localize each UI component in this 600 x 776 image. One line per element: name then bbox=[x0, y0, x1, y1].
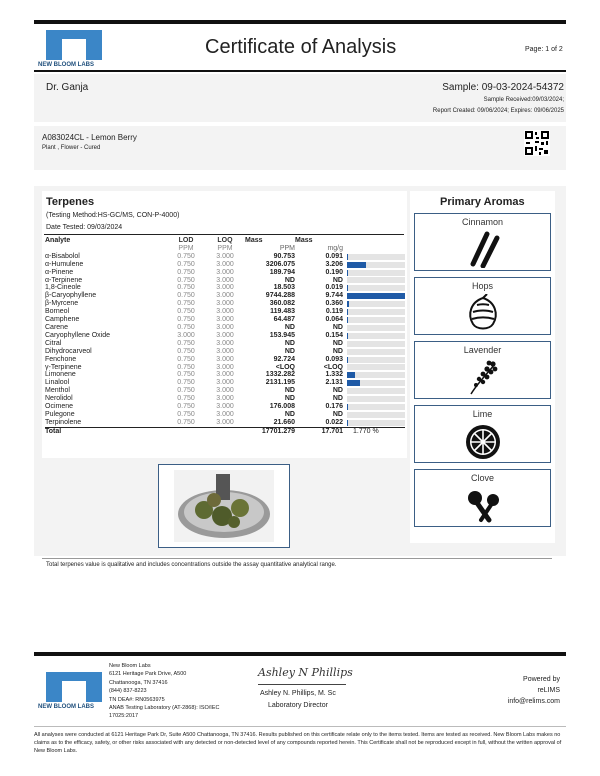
analyte-mass-mg: ND bbox=[332, 410, 343, 418]
report-dates: Report Created: 09/06/2024; Expires: 09/06/2025 bbox=[432, 108, 564, 114]
concentration-bar bbox=[347, 412, 405, 418]
analyte-lod: 0.750 bbox=[177, 410, 195, 418]
terpenes-title: Terpenes bbox=[46, 196, 95, 208]
col-loq: LOQ bbox=[217, 237, 233, 244]
concentration-bar-fill bbox=[347, 301, 349, 307]
analyte-bar-cell bbox=[343, 348, 405, 356]
lavender-icon bbox=[463, 358, 503, 396]
aroma-card-clove bbox=[414, 469, 551, 527]
analyte-lod: 0.750 bbox=[177, 252, 195, 260]
analyte-mass-ppm: 92.724 bbox=[273, 355, 295, 363]
analyte-mass-mg: ND bbox=[332, 339, 343, 347]
concentration-bar bbox=[347, 380, 405, 386]
analyte-bar-cell bbox=[343, 277, 405, 285]
table-row bbox=[45, 324, 405, 332]
analyte-mass-ppm: 176.008 bbox=[269, 403, 295, 411]
aroma-label: Hops bbox=[471, 281, 493, 291]
analyte-loq: 3.000 bbox=[216, 339, 234, 347]
concentration-bar bbox=[347, 333, 405, 339]
analyte-name: α-Terpinene bbox=[45, 276, 83, 284]
analyte-mass-ppm: 1332.282 bbox=[265, 371, 295, 379]
analyte-mass-mg: 0.360 bbox=[325, 300, 343, 308]
total-percent: 1.770 % bbox=[353, 427, 379, 435]
table-row bbox=[45, 419, 405, 427]
analyte-mass-ppm: 2131.195 bbox=[265, 379, 295, 387]
page-title: Certificate of Analysis bbox=[205, 36, 397, 58]
client-name: Dr. Ganja bbox=[46, 82, 89, 93]
lime-icon bbox=[463, 422, 503, 460]
analyte-bar-cell bbox=[343, 356, 405, 364]
analyte-mass-mg: ND bbox=[332, 395, 343, 403]
analyte-loq: 3.000 bbox=[216, 300, 234, 308]
analyte-lod: 3.000 bbox=[177, 331, 195, 339]
analyte-name: Linalool bbox=[45, 379, 70, 387]
analyte-name: Fenchone bbox=[45, 355, 77, 363]
table-row bbox=[45, 340, 405, 348]
analyte-loq: 3.000 bbox=[216, 268, 234, 276]
powered-by-name: reLIMS bbox=[537, 687, 560, 694]
table-header-row bbox=[45, 237, 405, 245]
concentration-bar bbox=[347, 301, 405, 307]
aromas-title: Primary Aromas bbox=[440, 196, 525, 208]
analyte-bar-cell bbox=[343, 269, 405, 277]
table-row bbox=[45, 269, 405, 277]
analyte-name: Ocimene bbox=[45, 403, 74, 411]
footer-address-block bbox=[109, 662, 219, 721]
analyte-mass-mg: ND bbox=[332, 323, 343, 331]
footer-anab: ANAB Testing Laboratory (AT-2868): ISO/IEC bbox=[109, 705, 220, 712]
analyte-mass-mg: 3.206 bbox=[325, 260, 343, 268]
analyte-bar-cell bbox=[343, 300, 405, 308]
analyte-lod: 0.750 bbox=[177, 395, 195, 403]
concentration-bar-fill bbox=[347, 404, 348, 410]
analyte-mass-mg: ND bbox=[332, 347, 343, 355]
concentration-bar bbox=[347, 293, 405, 299]
analyte-name: Borneol bbox=[45, 308, 70, 316]
analyte-mass-mg: ND bbox=[332, 276, 343, 284]
unit-mg: mg/g bbox=[327, 244, 343, 252]
total-ppm: 17701.279 bbox=[261, 427, 295, 435]
footer-iso: 17025:2017 bbox=[109, 713, 139, 720]
analyte-mass-ppm: ND bbox=[284, 339, 295, 347]
analyte-mass-ppm: ND bbox=[284, 387, 295, 395]
sample-id: Sample: 09-03-2024-54372 bbox=[442, 82, 564, 93]
analyte-loq: 3.000 bbox=[216, 395, 234, 403]
concentration-bar-fill bbox=[347, 285, 348, 291]
analyte-name: Nerolidol bbox=[45, 395, 73, 403]
analyte-name: β-Caryophyllene bbox=[45, 292, 97, 300]
total-label: Total bbox=[45, 427, 62, 435]
analyte-name: Dihydrocarveol bbox=[45, 347, 92, 355]
concentration-bar bbox=[347, 404, 405, 410]
analyte-bar-cell bbox=[343, 340, 405, 348]
lab-logo-text: NEW BLOOM LABS bbox=[38, 62, 94, 68]
analyte-lod: 0.750 bbox=[177, 403, 195, 411]
analyte-bar-cell bbox=[343, 284, 405, 292]
footer-disclaimer: All analyses were conducted at 6121 Heritage Park Dr, Suite A500 Chattanooga, TN 37416. Results published on this certificate relate only to the items tested. Items are tested as received. New Bloom Labs makes no claims as to the efficacy, safety, or other risks associated with any detected or non-detected level of any compounds reported herein. This Certificate shall not be reproduced except in full, without the written approval of New Bloom Labs. bbox=[34, 732, 562, 754]
page-number: Page: 1 of 2 bbox=[525, 46, 563, 53]
analyte-lod: 0.750 bbox=[177, 339, 195, 347]
analyte-mass-ppm: 119.483 bbox=[270, 308, 295, 316]
analyte-mass-mg: <LOQ bbox=[323, 363, 343, 371]
top-rule bbox=[34, 20, 566, 24]
analyte-mass-mg: 0.022 bbox=[325, 418, 343, 426]
footer-logo-text: NEW BLOOM LABS bbox=[38, 704, 94, 710]
analyte-name: α-Bisabolol bbox=[45, 252, 80, 260]
concentration-bar bbox=[347, 254, 405, 260]
table-row bbox=[45, 411, 405, 419]
powered-by-email[interactable]: info@relims.com bbox=[507, 698, 560, 705]
analyte-bar-cell bbox=[343, 308, 405, 316]
analyte-mass-mg: 0.154 bbox=[325, 331, 343, 339]
aroma-card-hops bbox=[414, 277, 551, 335]
analyte-bar-cell bbox=[343, 261, 405, 269]
col-bar bbox=[343, 237, 405, 245]
qr-code-icon bbox=[524, 130, 550, 156]
concentration-bar-fill bbox=[347, 309, 348, 315]
concentration-bar-fill bbox=[347, 380, 360, 386]
analyte-mass-ppm: 189.794 bbox=[269, 268, 295, 276]
analyte-lod: 0.750 bbox=[177, 379, 195, 387]
concentration-bar bbox=[347, 341, 405, 347]
concentration-bar bbox=[347, 357, 405, 363]
col-analyte: Analyte bbox=[45, 237, 71, 244]
table-row bbox=[45, 261, 405, 269]
table-row bbox=[45, 348, 405, 356]
analyte-lod: 0.750 bbox=[177, 316, 195, 324]
total-mg: 17.701 bbox=[321, 427, 343, 435]
table-row bbox=[45, 332, 405, 340]
analyte-loq: 3.000 bbox=[216, 347, 234, 355]
analyte-name: Terpinolene bbox=[45, 418, 82, 426]
terpenes-table-body bbox=[45, 253, 405, 427]
table-row bbox=[45, 316, 405, 324]
concentration-bar bbox=[347, 372, 405, 378]
footer-phone: (844) 837-8223 bbox=[109, 688, 147, 695]
footer-address1: 6121 Heritage Park Drive, A500 bbox=[109, 671, 187, 678]
analyte-loq: 3.000 bbox=[216, 252, 234, 260]
analyte-loq: 3.000 bbox=[216, 418, 234, 426]
sample-photo bbox=[174, 470, 274, 542]
analyte-loq: 3.000 bbox=[216, 371, 234, 379]
table-row bbox=[45, 253, 405, 261]
table-row bbox=[45, 277, 405, 285]
analyte-loq: 3.000 bbox=[216, 355, 234, 363]
analyte-mass-mg: 0.190 bbox=[325, 268, 343, 276]
analyte-mass-ppm: 90.753 bbox=[273, 252, 295, 260]
footer-dea: TN DEA#: RN0563975 bbox=[109, 696, 165, 703]
analyte-mass-mg: 0.093 bbox=[325, 355, 343, 363]
total-row bbox=[45, 427, 405, 435]
analyte-mass-mg: 0.091 bbox=[325, 252, 343, 260]
col-mass-mg: Mass bbox=[295, 237, 313, 244]
aroma-label: Lavender bbox=[463, 345, 502, 355]
sample-received: Sample Received:09/03/2024; bbox=[483, 97, 564, 103]
table-row bbox=[45, 395, 405, 403]
concentration-bar-fill bbox=[347, 254, 348, 260]
analyte-name: Camphene bbox=[45, 316, 80, 324]
analyte-mass-mg: 0.019 bbox=[325, 284, 343, 292]
analyte-lod: 0.750 bbox=[177, 347, 195, 355]
analyte-lod: 0.750 bbox=[177, 355, 195, 363]
concentration-bar bbox=[347, 277, 405, 283]
table-row bbox=[45, 379, 405, 387]
footer-lab-logo bbox=[46, 672, 102, 702]
cinnamon-icon bbox=[463, 230, 503, 268]
concentration-bar-fill bbox=[347, 262, 366, 268]
unit-loq: PPM bbox=[217, 244, 233, 252]
table-row bbox=[45, 403, 405, 411]
analyte-loq: 3.000 bbox=[216, 387, 234, 395]
analyte-loq: 3.000 bbox=[216, 308, 234, 316]
header-rule bbox=[34, 70, 566, 72]
analyte-mass-mg: 9.744 bbox=[325, 292, 343, 300]
director-name: Ashley N. Phillips, M. Sc bbox=[260, 690, 336, 697]
analyte-loq: 3.000 bbox=[216, 276, 234, 284]
analyte-loq: 3.000 bbox=[216, 363, 234, 371]
concentration-bar bbox=[347, 420, 405, 426]
analyte-mass-mg: 0.064 bbox=[325, 316, 343, 324]
table-units-row bbox=[45, 245, 405, 253]
concentration-bar-fill bbox=[347, 333, 348, 339]
analyte-lod: 0.750 bbox=[177, 387, 195, 395]
analyte-name: Citral bbox=[45, 339, 62, 347]
analyte-lod: 0.750 bbox=[177, 363, 195, 371]
analyte-bar-cell bbox=[343, 387, 405, 395]
analyte-lod: 0.750 bbox=[177, 276, 195, 284]
analyte-bar-cell bbox=[343, 379, 405, 387]
analyte-lod: 0.750 bbox=[177, 308, 195, 316]
analyte-bar-cell bbox=[343, 324, 405, 332]
aroma-card-lime bbox=[414, 405, 551, 463]
analyte-name: 1,8-Cineole bbox=[45, 284, 81, 292]
aroma-label: Clove bbox=[470, 473, 494, 483]
analyte-name: α-Pinene bbox=[45, 268, 74, 276]
analyte-mass-ppm: ND bbox=[284, 395, 295, 403]
analyte-loq: 3.000 bbox=[216, 403, 234, 411]
analyte-mass-ppm: 21.660 bbox=[273, 418, 295, 426]
aroma-label: Lime bbox=[472, 409, 493, 419]
terpenes-note: Total terpenes value is qualitative and includes concentrations outside the assay quantitative analytical range. bbox=[46, 562, 337, 568]
analyte-loq: 3.000 bbox=[216, 323, 234, 331]
analyte-mass-ppm: ND bbox=[284, 347, 295, 355]
unit-lod: PPM bbox=[178, 244, 194, 252]
table-row bbox=[45, 371, 405, 379]
analyte-name: Limonene bbox=[45, 371, 76, 379]
analyte-lod: 0.750 bbox=[177, 371, 195, 379]
analyte-mass-ppm: 3206.075 bbox=[265, 260, 295, 268]
analyte-lod: 0.750 bbox=[177, 323, 195, 331]
analyte-mass-mg: 0.119 bbox=[325, 308, 343, 316]
concentration-bar-fill bbox=[347, 357, 348, 363]
analyte-bar-cell bbox=[343, 253, 405, 261]
concentration-bar-fill bbox=[347, 317, 348, 323]
analyte-lod: 0.750 bbox=[177, 268, 195, 276]
col-mass-ppm: Mass bbox=[245, 237, 263, 244]
analyte-bar-cell bbox=[343, 332, 405, 340]
analyte-loq: 3.000 bbox=[216, 292, 234, 300]
product-name: A083024CL - Lemon Berry bbox=[42, 133, 137, 142]
table-row bbox=[45, 300, 405, 308]
terpenes-table bbox=[45, 237, 405, 436]
analyte-mass-mg: ND bbox=[332, 387, 343, 395]
analyte-lod: 0.750 bbox=[177, 292, 195, 300]
aroma-label: Cinnamon bbox=[461, 217, 504, 227]
analyte-mass-mg: 2.131 bbox=[325, 379, 343, 387]
concentration-bar bbox=[347, 364, 405, 370]
col-lod: LOD bbox=[178, 237, 194, 244]
analyte-name: Carene bbox=[45, 323, 68, 331]
analyte-name: Pulegone bbox=[45, 410, 75, 418]
analyte-mass-ppm: ND bbox=[284, 276, 295, 284]
concentration-bar bbox=[347, 396, 405, 402]
concentration-bar-fill bbox=[347, 420, 348, 426]
analyte-mass-ppm: 360.082 bbox=[269, 300, 295, 308]
analyte-name: γ-Terpinene bbox=[45, 363, 82, 371]
analyte-mass-mg: 0.176 bbox=[325, 403, 343, 411]
footer-lab-name: New Bloom Labs bbox=[109, 663, 151, 669]
footer-rule bbox=[34, 652, 566, 656]
analyte-name: α-Humulene bbox=[45, 260, 84, 268]
concentration-bar bbox=[347, 317, 405, 323]
concentration-bar-fill bbox=[347, 372, 355, 378]
table-row bbox=[45, 364, 405, 372]
analyte-name: Caryophyllene Oxide bbox=[45, 331, 110, 339]
table-top-rule bbox=[44, 234, 404, 235]
analyte-bar-cell bbox=[343, 364, 405, 372]
analyte-mass-mg: 1.332 bbox=[325, 371, 343, 379]
analyte-mass-ppm: 9744.288 bbox=[265, 292, 295, 300]
concentration-bar bbox=[347, 309, 405, 315]
table-row bbox=[45, 308, 405, 316]
table-row bbox=[45, 387, 405, 395]
clove-icon bbox=[463, 486, 503, 524]
aroma-card-lavender bbox=[414, 341, 551, 399]
analyte-bar-cell bbox=[343, 292, 405, 300]
concentration-bar bbox=[347, 285, 405, 291]
table-row bbox=[45, 284, 405, 292]
analyte-loq: 3.000 bbox=[216, 284, 234, 292]
analyte-bar-cell bbox=[343, 419, 405, 427]
analyte-loq: 3.000 bbox=[216, 379, 234, 387]
concentration-bar-fill bbox=[347, 293, 405, 299]
lab-logo bbox=[46, 30, 102, 60]
analyte-bar-cell bbox=[343, 411, 405, 419]
director-signature: Ashley N Phillips bbox=[258, 666, 353, 679]
analyte-mass-ppm: 18.503 bbox=[273, 284, 295, 292]
analyte-mass-ppm: 64.487 bbox=[273, 316, 295, 324]
analyte-lod: 0.750 bbox=[177, 418, 195, 426]
analyte-bar-cell bbox=[343, 395, 405, 403]
analyte-mass-ppm: <LOQ bbox=[275, 363, 295, 371]
analyte-lod: 0.750 bbox=[177, 284, 195, 292]
concentration-bar bbox=[347, 325, 405, 331]
analyte-bar-cell bbox=[343, 371, 405, 379]
date-tested: Date Tested: 09/03/2024 bbox=[46, 224, 123, 231]
aroma-card-cinnamon bbox=[414, 213, 551, 271]
product-type: Plant , Flower - Cured bbox=[42, 145, 101, 151]
analyte-lod: 0.750 bbox=[177, 300, 195, 308]
analyte-loq: 3.000 bbox=[216, 410, 234, 418]
analyte-loq: 3.000 bbox=[216, 331, 234, 339]
analyte-name: β-Myrcene bbox=[45, 300, 79, 308]
analyte-loq: 3.000 bbox=[216, 260, 234, 268]
footer-divider bbox=[34, 726, 566, 727]
note-rule bbox=[42, 558, 552, 559]
director-title: Laboratory Director bbox=[268, 702, 328, 709]
concentration-bar-fill bbox=[347, 270, 348, 276]
table-row bbox=[45, 292, 405, 300]
concentration-bar bbox=[347, 262, 405, 268]
analyte-loq: 3.000 bbox=[216, 316, 234, 324]
powered-by-label: Powered by bbox=[523, 676, 560, 683]
analyte-bar-cell bbox=[343, 316, 405, 324]
concentration-bar bbox=[347, 388, 405, 394]
hops-icon bbox=[463, 294, 503, 332]
powered-by-block bbox=[500, 674, 560, 707]
concentration-bar bbox=[347, 270, 405, 276]
table-row bbox=[45, 356, 405, 364]
analyte-mass-ppm: ND bbox=[284, 323, 295, 331]
footer-address2: Chattanooga, TN 37416 bbox=[109, 679, 168, 686]
analyte-name: Menthol bbox=[45, 387, 70, 395]
analyte-bar-cell bbox=[343, 403, 405, 411]
unit-ppm: PPM bbox=[279, 244, 295, 252]
analyte-mass-ppm: ND bbox=[284, 410, 295, 418]
analyte-lod: 0.750 bbox=[177, 260, 195, 268]
signature-rule bbox=[258, 684, 346, 685]
concentration-bar bbox=[347, 349, 405, 355]
testing-method: (Testing Method:HS-GC/MS, CON-P-4000) bbox=[46, 212, 180, 219]
analyte-mass-ppm: 153.945 bbox=[269, 331, 295, 339]
